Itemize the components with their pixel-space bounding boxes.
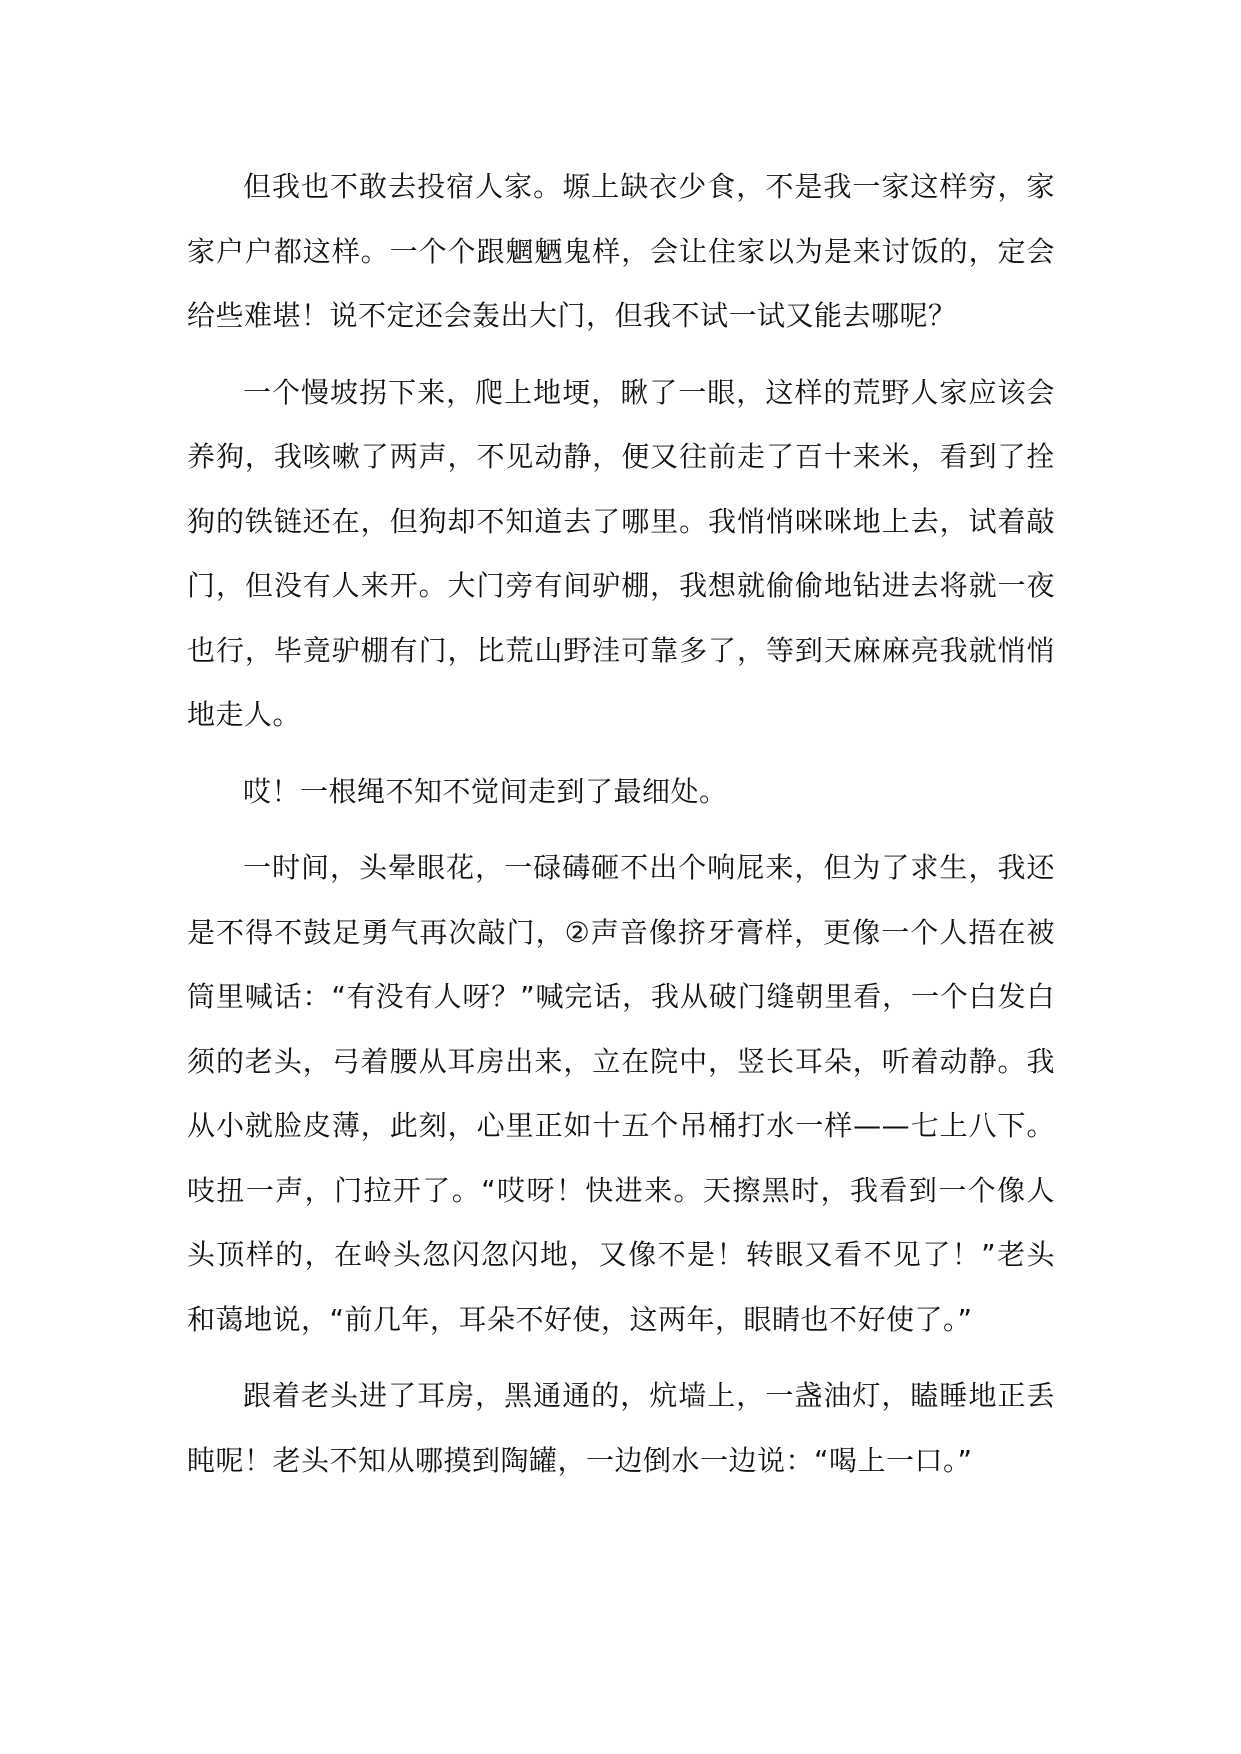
paragraph-2: 一个慢坡拐下来，爬上地埂，瞅了一眼，这样的荒野人家应该会养狗，我咳嗽了两声，不见动静，便又往前走了百十来米，看到了拴狗的铁链还在，但狗却不知道去了哪里。我悄悄咪咪地上去，试着敲门，但没有人来开。大门旁有间驴棚，我想就偷偷地钻进去将就一夜也行，毕竟驴棚有门，比荒山野洼可靠多了，等到天麻麻亮我就悄悄地走人。 <box>187 375 1055 731</box>
paragraph-3: 哎！一根绳不知不觉间走到了最细处。 <box>243 774 728 808</box>
document-body <box>187 155 1055 1505</box>
paragraph-4: 一时间，头晕眼花，一碌碡砸不出个响屁来，但为了求生，我还是不得不鼓足勇气再次敲门，②声音像挤牙膏样，更像一个人捂在被筒里喊话：“有没有人呀？”喊完话，我从破门缝朝里看，一个白发白须的老头，弓着腰从耳房出来，立在院中，竖长耳朵，听着动静。我从小就脸皮薄，此刻，心里正如十五个吊桶打水一样——七上八下。吱扭一声，门拉开了。“哎呀！快进来。天擦黑时，我看到一个像人头顶样的，在岭头忽闪忽闪地，又像不是！转眼又看不见了！”老头和蔼地说，“前几年，耳朵不好使，这两年，眼睛也不好使了。” <box>187 851 1055 1336</box>
paragraph-5: 跟着老头进了耳房，黑通通的，炕墙上，一盏油灯，瞌睡地正丢盹呢！老头不知从哪摸到陶罐，一边倒水一边说：“喝上一口。” <box>187 1379 1055 1477</box>
paragraph-1: 但我也不敢去投宿人家。塬上缺衣少食，不是我一家这样穷，家家户户都这样。一个个跟魍魉鬼样，会让住家以为是来讨饭的，定会给些难堪！说不定还会轰出大门，但我不试一试又能去哪呢？ <box>187 170 1055 332</box>
